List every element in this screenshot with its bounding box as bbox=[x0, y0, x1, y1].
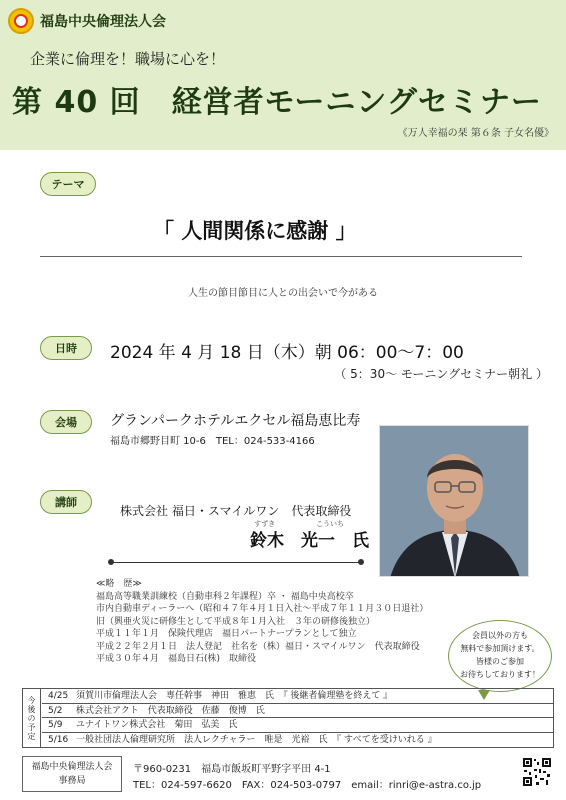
speaker-history bbox=[96, 578, 428, 666]
theme-title: 「 人間関係に感謝 」 bbox=[153, 219, 357, 243]
seminar-title: 第 40 回 経営者モーニングセミナー bbox=[12, 85, 542, 120]
schedule-text: ユナイトワン株式会社 菊田 弘美 氏 bbox=[76, 720, 238, 730]
schedule-text: 須賀川市倫理法人会 専任幹事 神田 雅恵 氏 『 後継者倫理塾を終えて 』 bbox=[76, 691, 393, 701]
quote: 《万人幸福の栞 第６条 子女名優》 bbox=[397, 128, 554, 139]
history-item: 平成３０年４月 福島日石(株) 取締役 bbox=[96, 654, 257, 664]
office-dept: 事務局 bbox=[58, 776, 86, 786]
bubble-line: 会員以外の方も bbox=[472, 631, 528, 640]
history-item: 福島高等職業訓練校（自動車科２年課程）卒 ・ 福島中央高校卒 bbox=[96, 591, 354, 602]
footer-address: 〒960-0231 福島市飯坂町平野字平田 4-1 bbox=[133, 764, 331, 775]
schedule-date: 5/9 bbox=[48, 720, 63, 730]
schedule-date: 5/16 bbox=[48, 734, 69, 745]
date-text: 2024 年 4 月 18 日（木）朝 06：00〜7：00 bbox=[110, 343, 464, 363]
bubble-line: 無料で参加頂けます。 bbox=[460, 644, 540, 653]
footer-contact: TEL：024-597-6620 FAX：024-503-0797 email：rinri@e-astra.co.jp bbox=[133, 780, 482, 791]
theme-subtitle: 人生の節目節目に人との出会いで今がある bbox=[188, 288, 378, 299]
theme-divider bbox=[40, 256, 522, 257]
speaker-ruby-surname: すずき bbox=[254, 520, 276, 528]
speaker-portrait-icon bbox=[379, 425, 529, 577]
qr-code-icon[interactable] bbox=[522, 757, 552, 787]
speaker-divider bbox=[110, 562, 360, 563]
speaker-pill: 講師 bbox=[40, 490, 92, 514]
slogan: 企業に倫理を！職場に心を！ bbox=[30, 50, 226, 68]
theme-pill: テーマ bbox=[40, 172, 96, 196]
table-row bbox=[42, 689, 553, 704]
table-row bbox=[42, 718, 553, 733]
history-heading: ≪略 歴≫ bbox=[96, 579, 142, 589]
bubble-line: 皆様のご参加 bbox=[476, 657, 524, 666]
schedule-label: 今後の予定 bbox=[23, 689, 41, 747]
schedule-date: 4/25 bbox=[48, 691, 69, 701]
history-item: 旧（興亜火災に研修生として平成８年１月入社 ３年の研修後独立） bbox=[96, 616, 376, 627]
date-pill: 日時 bbox=[40, 336, 92, 360]
office-name: 福島中央倫理法人会 bbox=[31, 762, 113, 772]
venue-pill: 会場 bbox=[40, 410, 92, 434]
history-item: 平成１１年１月 保険代理店 福日パートナープランとして独立 bbox=[96, 629, 357, 639]
table-row bbox=[42, 733, 553, 748]
divider-dot bbox=[358, 559, 364, 565]
invitation-bubble bbox=[448, 620, 552, 692]
date-subtext: （ 5：30〜 モーニングセミナー朝礼 ） bbox=[334, 367, 548, 381]
org-emblem-icon bbox=[8, 8, 34, 34]
bubble-line: お待ちしております！ bbox=[460, 670, 540, 679]
speaker-organization: 株式会社 福日・スマイルワン 代表取締役 bbox=[120, 504, 352, 518]
schedule-text: 一般社団法人倫理研究所 法人レクチャラー 唯是 光裕 氏 『 すべてを受けいれる 』 bbox=[76, 734, 437, 745]
venue-address: 福島市郷野目町 10-6 TEL：024-533-4166 bbox=[110, 436, 315, 447]
schedule-date: 5/2 bbox=[48, 705, 63, 716]
table-row bbox=[42, 704, 553, 719]
office-box bbox=[22, 756, 122, 792]
history-item: 平成２２年２月１日 法人登記 社名を（株）福日・スマイルワン 代表取締役 bbox=[96, 641, 420, 652]
speaker-name: 鈴木 光一 氏 bbox=[250, 531, 369, 551]
schedule-table bbox=[22, 688, 554, 748]
schedule-text: 株式会社アクト 代表取締役 佐藤 俊博 氏 bbox=[76, 705, 265, 716]
org-name: 福島中央倫理法人会 bbox=[40, 14, 166, 30]
speaker-ruby-given: こういち bbox=[316, 520, 344, 528]
venue-name: グランパークホテルエクセル福島恵比寿 bbox=[110, 413, 361, 429]
history-item: 市内自動車ディーラーへ（昭和４７年４月１日入社〜平成７年１１月３０日退社） bbox=[96, 604, 429, 614]
